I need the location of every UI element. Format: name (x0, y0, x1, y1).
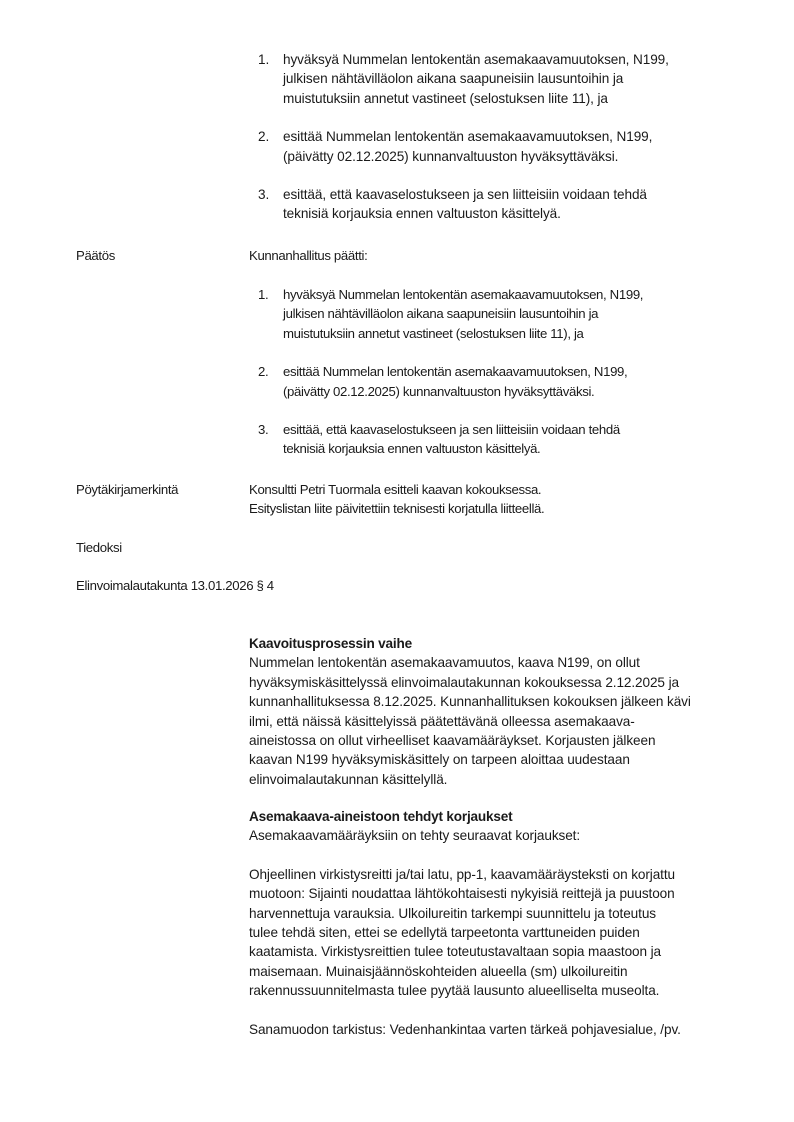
process-stage-heading: Kaavoitusprosessin vaihe (249, 636, 412, 651)
list-number: 3. (258, 187, 270, 203)
paragraph-line: rakennussuunnitelmasta tulee pyytää lausunto alueelliselta museolta. (249, 983, 660, 999)
corrections-section (249, 807, 749, 1039)
list-text-line: (päivätty 02.12.2025) kunnanvaltuuston hyväksyttäväksi. (283, 148, 619, 164)
decision-intro: Kunnanhallitus päätti: (249, 248, 368, 263)
minutes-note-text (249, 480, 749, 519)
list-text-line: muistutuksiin annetut vastineet (selostuksen liite 11), ja (283, 90, 608, 106)
paragraph-line: maisemaan. Muinaisjäännöskohteiden alueella (sm) ulkoilureitin (249, 963, 628, 979)
corrections-heading: Asemakaava-aineistoon tehdyt korjaukset (249, 809, 513, 824)
process-stage-line: aineistossa on ollut virheelliset kaavamääräykset. Korjausten jälkeen (249, 733, 656, 749)
paragraph-line: kaatamista. Virkistysreittien tulee toteutustavaltaan sopia maastoon ja (249, 944, 662, 960)
list-text-line: julkisen nähtävilläolon aikana saapuneisiin lausuntoihin ja (283, 306, 599, 322)
list-number: 3. (258, 422, 269, 438)
decision-item-2 (258, 362, 738, 401)
board-reference-heading: Elinvoimalautakunta 13.01.2026 § 4 (76, 578, 274, 593)
corrections-paragraph-1 (249, 865, 749, 1001)
list-text-line: julkisen nähtävilläolon aikana saapuneisiin lausuntoihin ja (283, 71, 624, 87)
paragraph-line: Ohjeellinen virkistysreitti ja/tai latu, pp-1, kaavamääräysteksti on korjattu (249, 866, 675, 882)
list-text-line: esittää Nummelan lentokentän asemakaavamuutoksen, N199, (283, 364, 628, 380)
list-number: 1. (258, 52, 270, 67)
list-text-line: hyväksyä Nummelan lentokentän asemakaavamuutoksen, N199, (283, 52, 669, 67)
process-stage-line: kunnanhallituksessa 8.12.2025. Kunnanhallituksen kokouksen jälkeen kävi (249, 694, 691, 710)
minutes-note-line: Konsultti Petri Tuormala esitteli kaavan kokouksessa. (249, 482, 542, 497)
list-text-line: esittää, että kaavaselostukseen ja sen liitteisiin voidaan tehdä (283, 422, 620, 438)
process-stage-line: ilmi, että näissä käsittelyissä päätettävänä olleessa asemakaava- (249, 713, 635, 729)
paragraph-line: tulee tehdä siten, ettei se edellytä tarpeetonta varttuneiden puiden (249, 925, 640, 941)
decision-label: Päätös (76, 248, 115, 263)
list-text-line: teknisiä korjauksia ennen valtuuston käsittelyä. (283, 441, 541, 457)
list-text-line: teknisiä korjauksia ennen valtuuston käsittelyä. (283, 206, 561, 222)
minutes-note-line: Esityslistan liite päivitettiin teknisesti korjatulla liitteellä. (249, 501, 545, 517)
decision-list (258, 285, 738, 459)
spacer (249, 846, 749, 865)
process-stage-line: kaavan N199 hyväksymiskäsittely on tarpeen aloittaa uudestaan (249, 752, 630, 768)
list-text-line: (päivätty 02.12.2025) kunnanvaltuuston hyväksyttäväksi. (283, 383, 595, 399)
proposal-list (258, 50, 738, 224)
list-text-line: esittää Nummelan lentokentän asemakaavamuutoksen, N199, (283, 129, 653, 145)
list-text-line: muistutuksiin annetut vastineet (selostuksen liite 11), ja (283, 325, 584, 341)
proposal-item-3 (258, 185, 738, 224)
decision-item-1 (258, 285, 738, 343)
decision-item-3 (258, 420, 738, 459)
process-stage-line: hyväksymiskäsittelyssä elinvoimalautakunnan kokouksessa 2.12.2025 ja (249, 674, 679, 690)
proposal-item-2 (258, 127, 738, 166)
process-stage-line: elinvoimalautakunnan käsittelyllä. (249, 771, 448, 787)
minutes-note-label: Pöytäkirjamerkintä (76, 482, 179, 497)
for-information-label: Tiedoksi (76, 540, 122, 555)
list-number: 1. (258, 287, 269, 302)
process-stage-section (249, 634, 749, 789)
proposal-item-1 (258, 50, 738, 108)
list-text-line: esittää, että kaavaselostukseen ja sen liitteisiin voidaan tehdä (283, 187, 647, 203)
list-number: 2. (258, 129, 270, 145)
corrections-intro: Asemakaavamääräyksiin on tehty seuraavat korjaukset: (249, 828, 581, 844)
paragraph-line: muotoon: Sijainti noudattaa lähtökohtaisesti nykyisiä reittejä ja puustoon (249, 886, 675, 902)
corrections-paragraph-2: Sanamuodon tarkistus: Vedenhankintaa varten tärkeä pohjavesialue, /pv. (249, 1021, 681, 1037)
paragraph-line: harvennettuja varauksia. Ulkoilureitin tarkempi suunnittelu ja toteutus (249, 905, 656, 921)
list-text-line: hyväksyä Nummelan lentokentän asemakaavamuutoksen, N199, (283, 287, 644, 302)
spacer (249, 1001, 749, 1020)
process-stage-line: Nummelan lentokentän asemakaavamuutos, kaava N199, on ollut (249, 655, 640, 671)
list-number: 2. (258, 364, 269, 380)
